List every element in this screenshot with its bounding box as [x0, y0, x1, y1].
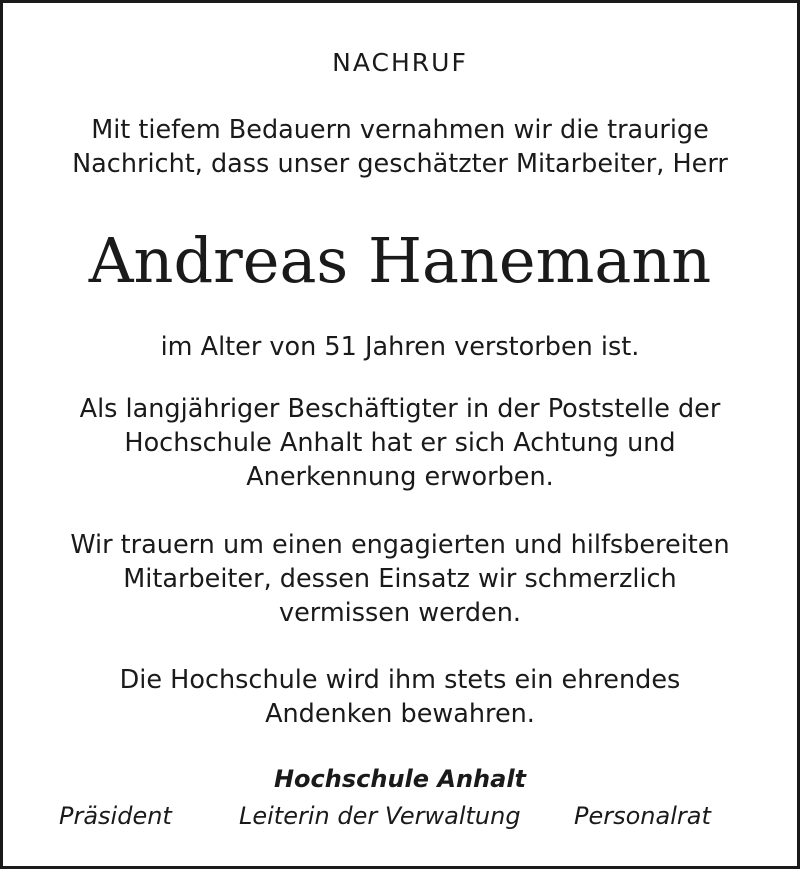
tribute-paragraph: [3, 392, 797, 494]
mourning-paragraph: [3, 528, 797, 630]
mourning-line: Wir trauern um einen engagierten und hilfsbereiten: [70, 530, 730, 560]
organization-name: Hochschule Anhalt: [273, 765, 527, 793]
memory-line: Die Hochschule wird ihm stets ein ehrendes: [119, 665, 681, 695]
age-line: im Alter von 51 Jahren verstorben ist.: [160, 332, 640, 362]
mourning-line: Mitarbeiter, dessen Einsatz wir schmerzlich: [123, 564, 677, 594]
tribute-line: Als langjähriger Beschäftigter in der Poststelle der: [79, 394, 721, 424]
intro-paragraph: [3, 113, 797, 181]
memory-paragraph: [3, 663, 797, 731]
tribute-line: Anerkennung erworben.: [246, 462, 554, 492]
signatory-administration-head: Leiterin der Verwaltung: [239, 802, 521, 830]
signatory-staff-council: Personalrat: [574, 802, 711, 830]
age-paragraph: [3, 330, 797, 364]
signatory-president: Präsident: [59, 802, 172, 830]
memory-line: Andenken bewahren.: [265, 699, 535, 729]
notice-heading: NACHRUF: [332, 48, 468, 77]
intro-line: Mit tiefem Bedauern vernahmen wir die traurige: [91, 115, 709, 145]
tribute-line: Hochschule Anhalt hat er sich Achtung und: [124, 428, 676, 458]
mourning-line: vermissen werden.: [279, 598, 521, 628]
intro-line: Nachricht, dass unser geschätzter Mitarbeiter, Herr: [72, 149, 728, 179]
deceased-name: Andreas Hanemann: [88, 224, 712, 297]
